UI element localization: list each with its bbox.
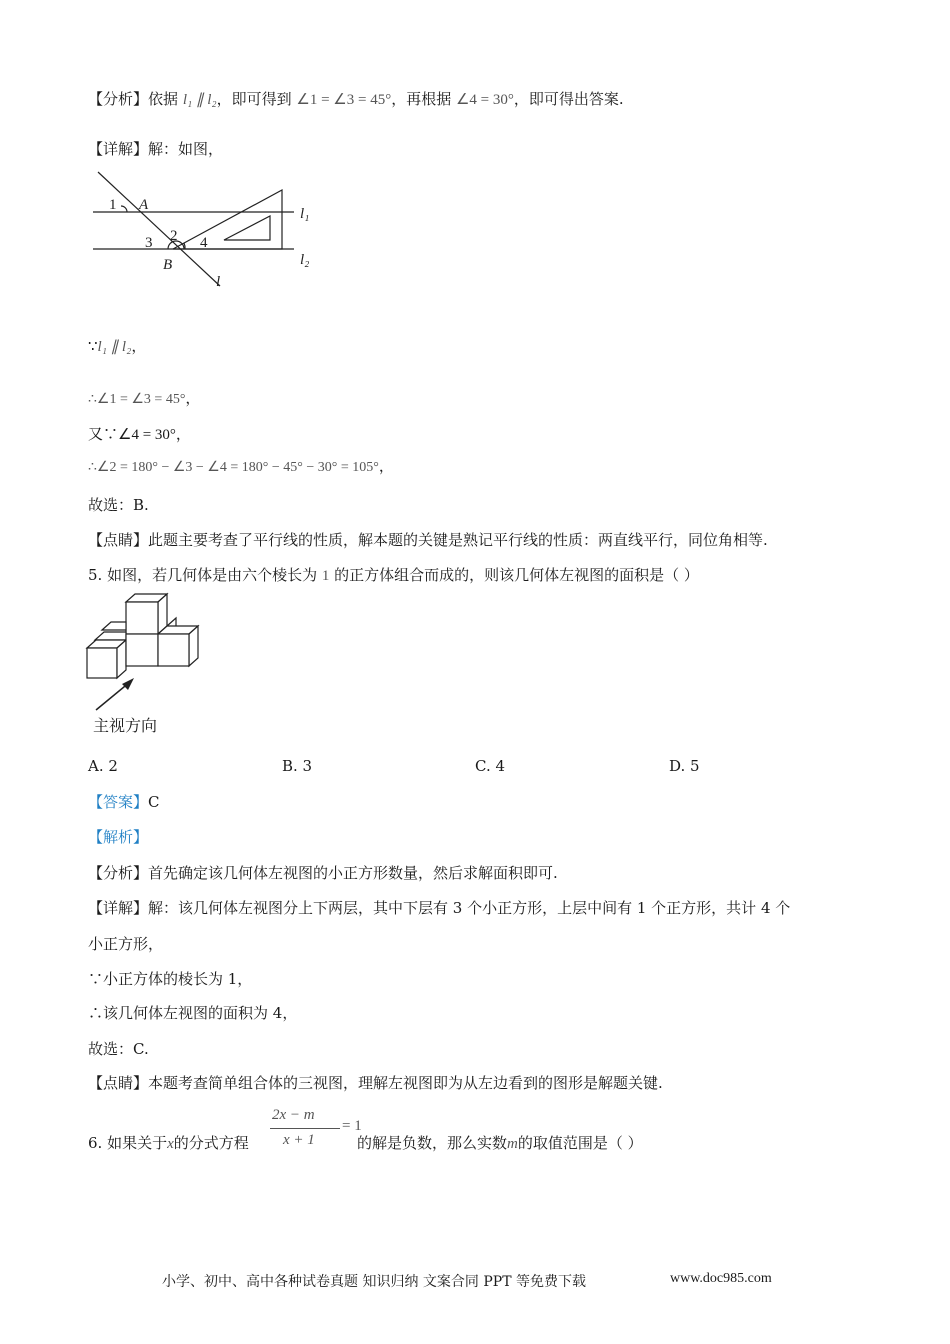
footer-text: 小学、初中、高中各种试卷真题 知识归纳 文案合同 PPT 等免费下载 — [162, 1274, 586, 1290]
fraction-numerator: 2x − m — [272, 1107, 315, 1123]
fraction-denominator: x + 1 — [283, 1132, 315, 1148]
q5-choice: 故选：C. — [88, 1040, 149, 1058]
view-direction-caption: 主视方向 — [93, 716, 158, 735]
option-d: D. 5 — [669, 757, 700, 775]
q4-step-2: ∴∠1 = ∠3 = 45°， — [88, 389, 201, 407]
q5-explain: 【解析】 — [88, 828, 149, 846]
transversal-l — [98, 172, 220, 286]
q4-comment: 【点睛】此题主要考查了平行线的性质，解本题的关键是熟记平行线的性质：两直线平行，同位角相等. — [88, 531, 768, 549]
analysis-bracket: 【分析】 — [88, 90, 149, 108]
label-2: 2 — [170, 228, 178, 244]
q6-stem-right: 的解是负数，那么实数m的取值范围是（ ） — [357, 1134, 643, 1152]
math-parallel: l₁ ∥ l₂ — [182, 92, 217, 108]
label-B: B — [163, 257, 173, 273]
fraction-eq: = 1 — [342, 1118, 362, 1134]
math-angle4: ∠4 = 30° — [455, 92, 514, 108]
math-angles: ∠1 = ∠3 = 45° — [296, 92, 392, 108]
q5-analysis: 【分析】首先确定该几何体左视图的小正方形数量，然后求解面积即可. — [88, 864, 558, 882]
parallel-lines-figure — [88, 168, 328, 298]
q5-step-1: ∵小正方体的棱长为 1， — [88, 970, 253, 988]
q5-stem: 5. 如图，若几何体是由六个棱长为 1 的正方体组合而成的，则该几何体左视图的面积是（ ） — [88, 566, 699, 584]
label-l1: l₁ — [300, 206, 310, 222]
q4-choice: 故选：B. — [88, 496, 149, 514]
option-a: A. 2 — [88, 757, 118, 775]
label-4: 4 — [200, 235, 208, 251]
q5-detail-line1: 【详解】解：该几何体左视图分上下两层，其中下层有 3 个小正方形，上层中间有 1 个正方形，共计 4 个 — [88, 899, 791, 917]
triangle-ruler-inner — [224, 216, 270, 240]
q5-comment: 【点睛】本题考查简单组合体的三视图，理解左视图即为从左边看到的图形是解题关键. — [88, 1074, 663, 1092]
q4-analysis: 【分析】依据 l₁ ∥ l₂，即可得到 ∠1 = ∠3 = 45°，再根据 ∠4 = 30°，即可得出答案. — [88, 90, 624, 108]
q4-step-3: 又∵∠4 = 30°， — [88, 425, 191, 443]
option-c: C. 4 — [475, 757, 506, 775]
q6-stem-left: 6. 如果关于x的分式方程 — [88, 1134, 249, 1152]
angle-arc-1 — [121, 206, 127, 212]
label-1: 1 — [109, 197, 117, 213]
label-l2: l₂ — [300, 252, 310, 268]
q5-step-2: ∴该几何体左视图的面积为 4， — [88, 1004, 298, 1022]
cube-stack-figure — [84, 590, 214, 720]
q4-step-1: ∵l₁ ∥ l₂， — [88, 337, 147, 355]
label-l: l — [216, 274, 221, 290]
label-A: A — [139, 197, 149, 213]
q4-step-4: ∴∠2 = 180° − ∠3 − ∠4 = 180° − 45° − 30° = 105°， — [88, 457, 394, 475]
label-3: 3 — [145, 235, 153, 251]
footer-url[interactable]: www.doc985.com — [670, 1271, 772, 1286]
q4-detail: 【详解】解：如图， — [88, 140, 224, 158]
q5-answer: 【答案】C — [88, 793, 160, 811]
fraction-bar — [270, 1128, 340, 1129]
q5-detail-line2: 小正方形， — [88, 935, 164, 953]
option-b: B. 3 — [282, 757, 313, 775]
